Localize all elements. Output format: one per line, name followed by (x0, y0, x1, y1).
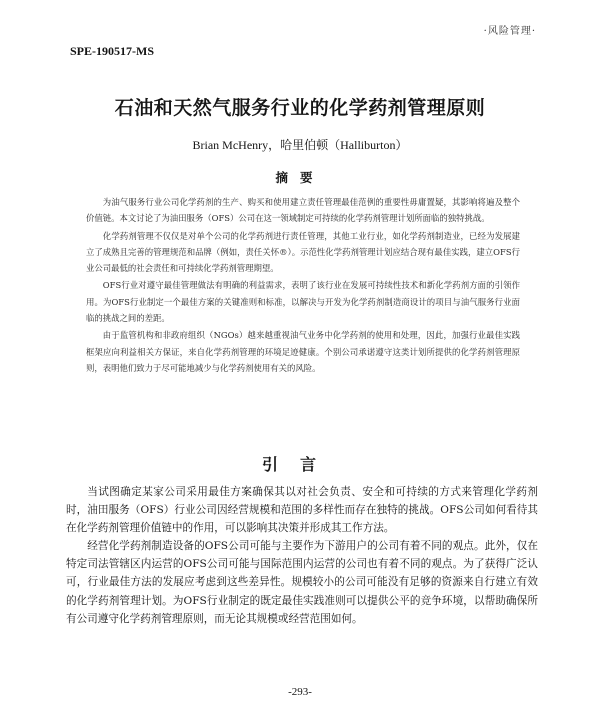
body-paragraph: 当试图确定某家公司采用最佳方案确保其以对社会负责、安全和可持续的方式来管理化学药剂时，油田服务（OFS）行业公司因经营规模和范围的多样性而存在独特的挑战。OFS公司如何看待其在化学药剂管理价值链中的作用，可以影响其决策并形成其工作方法。 (66, 486, 538, 535)
abstract-body (86, 194, 520, 377)
paper-title: 石油和天然气服务行业的化学药剂管理原则 (114, 97, 486, 119)
abstract-paragraph: 为油气服务行业公司化学药剂的生产、购买和使用建立责任管理最佳范例的重要性毋庸置疑，其影响将遍及整个价值链。本文讨论了为油田服务（OFS）公司在这一领域制定可持续的化学药剂管理计划所面临的独特挑战。 (86, 197, 520, 224)
page-number: -293- (288, 686, 312, 698)
abstract-heading: 摘要 (275, 170, 325, 185)
paper-authors: Brian McHenry，哈里伯顿（Halliburton） (192, 138, 408, 152)
abstract-paragraph: 由于监管机构和非政府组织（NGOs）越来越重视油气业务中化学药剂的使用和处理，因此，加强行业最佳实践框架应向利益相关方保证，来自化学药剂管理的环境足迹健康。个别公司承诺遵守这类计划所提供的化学药剂管理原则，表明他们致力于尽可能地减少与化学药剂使用有关的风险。 (86, 330, 520, 373)
section-tag: ·风险管理· (483, 26, 536, 37)
body-paragraph: 经营化学药剂制造设备的OFS公司可能与主要作为下游用户的公司有着不同的观点。此外，仅在特定司法管辖区内运营的OFS公司可能与国际范围内运营的公司也有着不同的观点。为了获得广泛认可，行业最佳方法的发展应考虑到这些差异性。规模较小的公司可能没有足够的资源来自行建立有效的化学药剂管理计划。为OFS行业制定的既定最佳实践准则可以提供公平的竞争环境，以帮助确保所有公司遵守化学药剂管理原则，而无论其规模或经营范围如何。 (66, 540, 538, 625)
paper-id: SPE-190517-MS (70, 44, 154, 58)
abstract-paragraph: 化学药剂管理不仅仅是对单个公司的化学药剂进行责任管理，其他工业行业，如化学药剂制造业，已经为发展建立了成熟且完善的管理规范和品牌（例如，责任关怀®）。示范性化学药剂管理计划应结合现有最佳实践，建立OFS行业公司最低的社会责任和可持续化学药剂管理期望。 (86, 230, 520, 274)
introduction-body (66, 483, 538, 628)
abstract-paragraph: OFS行业对遵守最佳管理做法有明确的利益需求，表明了该行业在发展可持续性技术和新化学药剂方面的引领作用。为OFS行业制定一个最佳方案的关键准则和标准，以解决与开发为化学药剂制造商设计的项目与油气服务行业面临的挑战之间的差距。 (86, 280, 520, 324)
introduction-heading: 引言 (261, 455, 338, 474)
